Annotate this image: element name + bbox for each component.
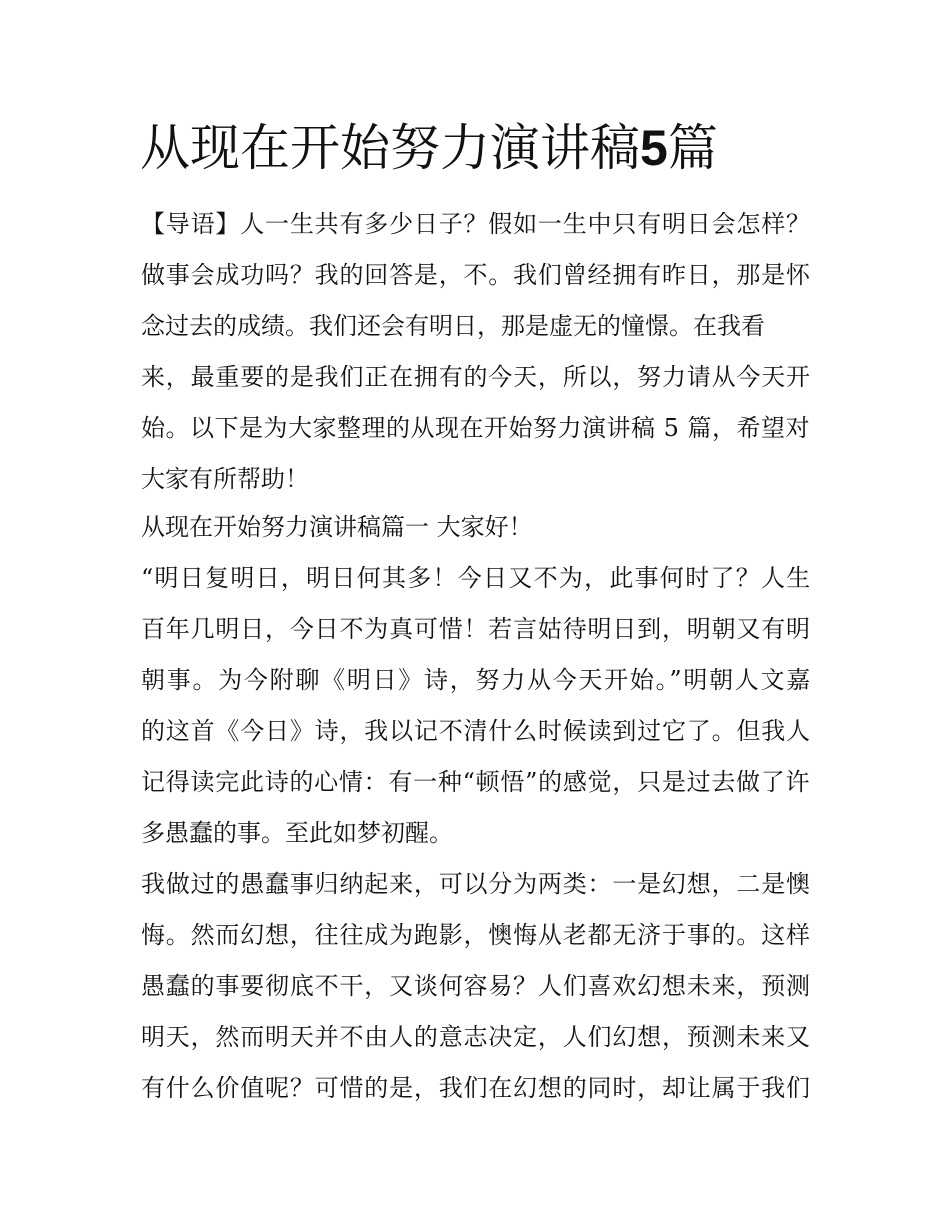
intro-line-6: 大家有所帮助！ — [141, 465, 309, 493]
body-line-10: 明天，然而明天并不由人的意志决定，人们幻想，预测未来又 — [141, 1023, 811, 1051]
title-suffix: 篇 — [667, 119, 718, 177]
document-title — [140, 118, 718, 178]
intro-line-1: 【导语】人一生共有多少日子？假如一生中只有明日会怎样？ — [141, 210, 811, 238]
body-line-3: 朝事。为今附聊《明日》诗，努力从今天开始。”明朝人文嘉 — [141, 666, 812, 694]
title-text: 从现在开始努力演讲稿 — [140, 119, 640, 177]
body-line-9: 愚蠢的事要彻底不干，又谈何容易？人们喜欢幻想未来，预测 — [141, 972, 811, 1000]
intro-line-5: 始。以下是为大家整理的从现在开始努力演讲稿 5 篇，希望对 — [141, 414, 811, 442]
body-line-8: 悔。然而幻想，往往成为跑影，懊悔从老都无济于事的。这样 — [141, 921, 811, 949]
intro-line-3: 念过去的成绩。我们还会有明日，那是虚无的憧憬。在我看 — [141, 312, 765, 340]
body-line-4: 的这首《今日》诗，我以记不清什么时候读到过它了。但我人 — [141, 717, 811, 745]
title-number: 5 — [640, 120, 668, 176]
body-line-5: 记得读完此诗的心情：有一种“顿悟”的感觉，只是过去做了许 — [141, 768, 811, 796]
intro-line-4: 来，最重要的是我们正在拥有的今天，所以，努力请从今天开 — [141, 363, 811, 391]
body-line-2: 百年几明日，今日不为真可惜！若言姑待明日到，明朝又有明 — [141, 615, 811, 643]
body-line-6: 多愚蠢的事。至此如梦初醒。 — [141, 819, 453, 847]
body-line-11: 有什么价值呢？可惜的是，我们在幻想的同时，却让属于我们 — [141, 1074, 811, 1102]
section-heading: 从现在开始努力演讲稿篇一 大家好！ — [141, 513, 533, 541]
body-line-7: 我做过的愚蠢事归纳起来，可以分为两类：一是幻想，二是懊 — [141, 870, 811, 898]
intro-line-2: 做事会成功吗？我的回答是，不。我们曾经拥有昨日，那是怀 — [141, 261, 811, 289]
body-line-1: “明日复明日，明日何其多！今日又不为，此事何时了？人生 — [141, 564, 812, 592]
